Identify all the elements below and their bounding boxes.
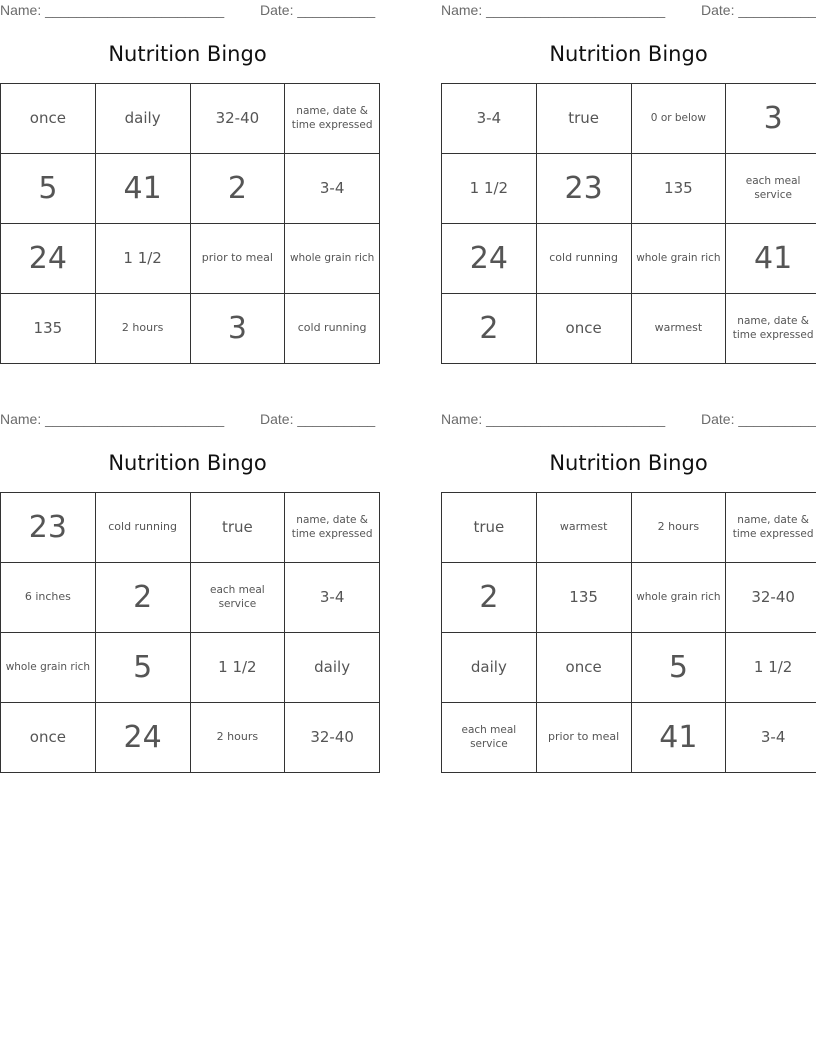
grid-row: [442, 84, 816, 154]
grid-cell: cold running: [536, 224, 631, 294]
grid-cell: 135: [536, 563, 631, 633]
grid-cell: 32-40: [726, 563, 816, 633]
grid-cell: once: [1, 84, 96, 154]
grid-cell: 5: [1, 154, 96, 224]
grid-cell: true: [190, 493, 285, 563]
grid-cell: prior to meal: [536, 703, 631, 773]
grid-row: [1, 224, 380, 294]
grid-cell: whole grain rich: [631, 563, 726, 633]
grid-cell: 24: [95, 703, 190, 773]
grid-cell: 41: [631, 703, 726, 773]
grid-cell: 5: [95, 633, 190, 703]
grid-cell: 2 hours: [631, 493, 726, 563]
name-field-label: Name: _______________________: [441, 2, 666, 18]
grid-cell: true: [536, 84, 631, 154]
grid-cell: once: [536, 633, 631, 703]
name-field-label: Name: _______________________: [441, 411, 666, 427]
grid-cell: cold running: [285, 294, 380, 364]
grid-cell: 32-40: [285, 703, 380, 773]
name-field-label: Name: _______________________: [0, 2, 225, 18]
grid-cell: true: [442, 493, 537, 563]
grid-row: [442, 294, 816, 364]
grid-cell: name, date & time expressed: [726, 493, 816, 563]
grid-row: [1, 493, 380, 563]
grid-cell: 3-4: [726, 703, 816, 773]
grid-row: [1, 703, 380, 773]
date-field-label: Date: __________: [701, 411, 816, 427]
grid-row: [1, 294, 380, 364]
grid-cell: cold running: [95, 493, 190, 563]
grid-cell: whole grain rich: [1, 633, 96, 703]
grid-cell: 23: [1, 493, 96, 563]
grid-cell: warmest: [631, 294, 726, 364]
grid-cell: 3-4: [285, 563, 380, 633]
grid-cell: 6 inches: [1, 563, 96, 633]
grid-cell: 0 or below: [631, 84, 726, 154]
grid-cell: once: [1, 703, 96, 773]
grid-cell: 1 1/2: [190, 633, 285, 703]
grid-cell: prior to meal: [190, 224, 285, 294]
card-title: Nutrition Bingo: [108, 451, 267, 475]
grid-cell: daily: [442, 633, 537, 703]
grid-cell: 2: [442, 294, 537, 364]
grid-cell: 23: [536, 154, 631, 224]
card-header: [441, 2, 816, 18]
grid-cell: 135: [631, 154, 726, 224]
grid-cell: warmest: [536, 493, 631, 563]
date-field-label: Date: __________: [260, 2, 376, 18]
grid-cell: 1 1/2: [726, 633, 816, 703]
grid-cell: 2 hours: [190, 703, 285, 773]
grid-row: [1, 154, 380, 224]
grid-cell: whole grain rich: [285, 224, 380, 294]
grid-cell: 3: [190, 294, 285, 364]
bingo-grid: [441, 492, 816, 773]
grid-cell: 2 hours: [95, 294, 190, 364]
grid-row: [442, 703, 816, 773]
name-field-label: Name: _______________________: [0, 411, 225, 427]
grid-row: [442, 633, 816, 703]
grid-row: [442, 224, 816, 294]
date-field-label: Date: __________: [260, 411, 376, 427]
date-field-label: Date: __________: [701, 2, 816, 18]
grid-cell: 24: [1, 224, 96, 294]
grid-row: [1, 84, 380, 154]
grid-row: [1, 633, 380, 703]
grid-cell: 135: [1, 294, 96, 364]
grid-row: [442, 563, 816, 633]
grid-cell: 3-4: [442, 84, 537, 154]
card-title: Nutrition Bingo: [549, 42, 708, 66]
bingo-grid: [441, 83, 816, 364]
grid-cell: name, date & time expressed: [726, 294, 816, 364]
grid-cell: 5: [631, 633, 726, 703]
grid-cell: 3: [726, 84, 816, 154]
grid-cell: 1 1/2: [95, 224, 190, 294]
grid-cell: 41: [95, 154, 190, 224]
grid-cell: 2: [190, 154, 285, 224]
grid-cell: 1 1/2: [442, 154, 537, 224]
grid-cell: 32-40: [190, 84, 285, 154]
grid-cell: name, date & time expressed: [285, 84, 380, 154]
bingo-grid: [0, 492, 380, 773]
grid-cell: daily: [285, 633, 380, 703]
grid-cell: whole grain rich: [631, 224, 726, 294]
grid-cell: 2: [442, 563, 537, 633]
grid-cell: 41: [726, 224, 816, 294]
grid-cell: name, date & time expressed: [285, 493, 380, 563]
grid-cell: 3-4: [285, 154, 380, 224]
card-header: [441, 411, 816, 427]
grid-cell: each meal service: [726, 154, 816, 224]
grid-cell: 2: [95, 563, 190, 633]
card-title: Nutrition Bingo: [108, 42, 267, 66]
card-header: [0, 411, 375, 427]
grid-cell: 24: [442, 224, 537, 294]
grid-cell: daily: [95, 84, 190, 154]
grid-row: [442, 154, 816, 224]
grid-cell: each meal service: [190, 563, 285, 633]
grid-cell: once: [536, 294, 631, 364]
grid-cell: each meal service: [442, 703, 537, 773]
bingo-grid: [0, 83, 380, 364]
grid-row: [442, 493, 816, 563]
grid-row: [1, 563, 380, 633]
card-header: [0, 2, 375, 18]
card-title: Nutrition Bingo: [549, 451, 708, 475]
